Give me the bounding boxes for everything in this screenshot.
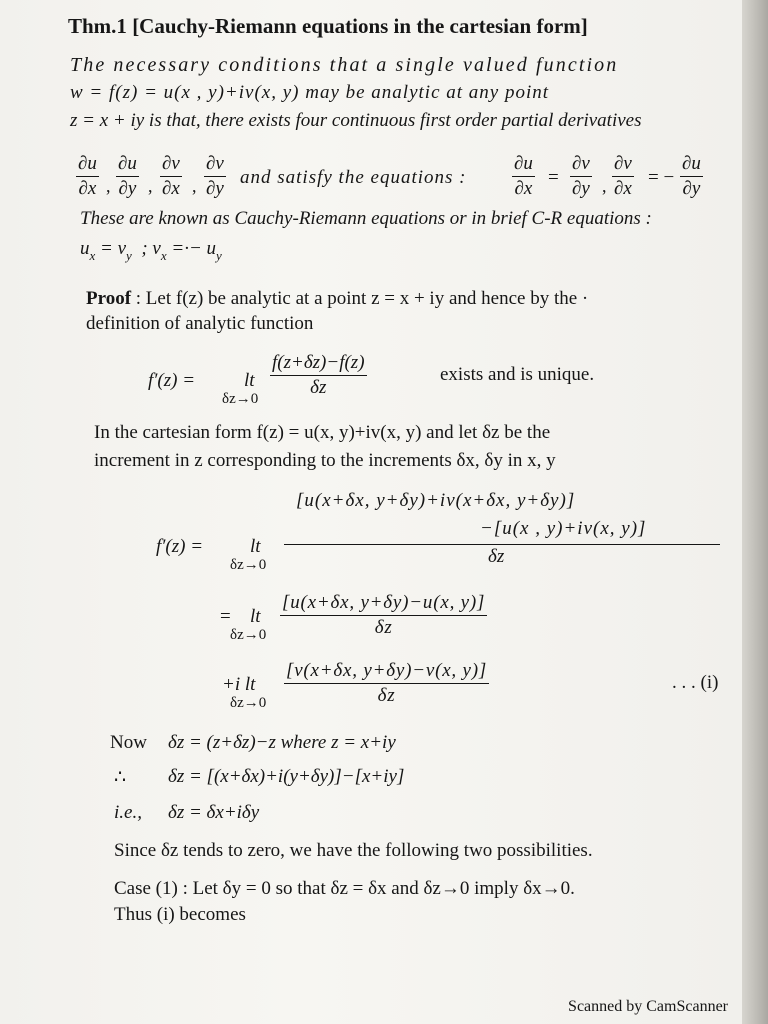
eq-sign-u: = — [220, 606, 231, 627]
proof-line-1: Proof : Let f(z) be analytic at a point z = x + iy and hence by the · — [86, 288, 589, 309]
known-as-text: These are known as Cauchy-Riemann equations or in brief C-R equations : — [80, 208, 652, 229]
theorem-line-1: The necessary conditions that a single valued function — [70, 54, 619, 76]
derivative-lhs-2: f′(z) = — [156, 536, 204, 557]
theorem-line-3: z = x + iy is that, there exists four continuous first order partial derivatives — [70, 110, 642, 131]
now-label: Now — [110, 732, 147, 753]
big-numerator-1: [u(x+δx, y+δy)+iv(x+δx, y+δy)] — [296, 490, 576, 511]
eq1-rhs: ∂v ∂y — [572, 153, 590, 199]
page-edge-shadow — [742, 0, 768, 1024]
scanner-watermark: Scanned by CamScanner — [568, 998, 728, 1015]
theorem-title: [Cauchy-Riemann equations in the cartesian form] — [132, 14, 588, 38]
derivative-tail: exists and is unique. — [440, 364, 595, 385]
partial-dv-dy: ∂v ∂y — [206, 153, 224, 199]
ie-label: i.e., — [114, 802, 142, 823]
limit-sub-1: δz→0 — [222, 391, 259, 407]
limit-sub-2: δz→0 — [230, 557, 267, 573]
partial-du-dx: ∂u ∂x — [78, 153, 97, 199]
cartesian-line-2: increment in z corresponding to the increments δx, δy in x, y — [94, 450, 556, 471]
derivative-lhs: f′(z) = — [148, 370, 196, 391]
eq1-lhs: ∂u ∂x — [514, 153, 533, 199]
derivative-fraction: f(z+δz)−f(z) δz — [272, 352, 365, 398]
partial-du-dy: ∂u ∂y — [118, 153, 137, 199]
satisfy-text: and satisfy the equations : — [240, 167, 467, 188]
partial-dv-dx: ∂v ∂x — [162, 153, 180, 199]
limit-sub-3: δz→0 — [230, 627, 267, 643]
lt-1: lt — [244, 370, 255, 391]
v-prefix: +i lt — [222, 674, 256, 695]
cartesian-line-1: In the cartesian form f(z) = u(x, y)+iv(x, y) and let δz be the — [94, 422, 551, 443]
theorem-heading — [68, 14, 588, 39]
thus-line: Thus (i) becomes — [114, 904, 246, 925]
u-fraction: [u(x+δx, y+δy)−u(x, y)] δz — [282, 592, 486, 638]
proof-line-2: definition of analytic function — [86, 313, 314, 334]
theorem-line-2: w = f(z) = u(x , y)+iv(x, y) may be analytic at any point — [70, 82, 550, 103]
since-line: Since δz tends to zero, we have the following two possibilities. — [114, 840, 593, 861]
lt-2: lt — [250, 536, 261, 557]
therefore-equation: δz = [(x+δx)+i(y+δy)]−[x+iy] — [168, 766, 405, 787]
eq2-rhs: ∂u ∂y — [682, 153, 701, 199]
scanned-page: Thm.1 [Cauchy-Riemann equations in the cartesian form] The necessary conditions that a single valued function w = f(z) = u(x , y)+iv(x, y) may be analytic at any point z = x + iy is that, there exists four continuous first order partial derivatives ∂u ∂x , ∂u ∂y , ∂v ∂x , ∂v ∂y and satisfy the equations : ∂u ∂x = ∂v ∂y , ∂v ∂x = − ∂u ∂y These are known as Cauchy-Riemann equations or in brief C-R equations : $u_x = v_y$ ; $v_x$ =·− $u_y$ Proof : Let f(z) be analytic at a point z = x + iy and hence by the · definition of analytic function f′(z) = lt δz→0 f(z+δz)−f(z) δz exists and is unique. In the cartesian form f(z) = u(x, y)+iv(x, y) and let δz be the increment in z corresponding to the increments δx, δy in x, y [u(x+δx, y+δy)+iv(x+δx, y+δy)] −[u(x , y)+iv(x, y)] δz f′(z) = lt δz→0 = lt δz→0 [u(x+δx, y+δy)−u(x, y)] δz +i lt δz→0 [v(x+δx, y+δy)−v(x, y)] δz . . . (i) Now δz = (z+δz)−z where z = x+iy ∴ δz = [(x+δx)+i(y+δy)]−[x+iy] i.e., δz = δx+iδy Since δz tends to zero, we have the following two possibilities. Case (1) : Let δy = 0 so that δz = δx and δz→0 imply δx→0. Thus (i) becomes — [0, 0, 742, 1024]
therefore-label: ∴ — [114, 767, 127, 788]
big-fraction-bar — [284, 544, 720, 545]
now-equation: δz = (z+δz)−z where z = x+iy — [168, 732, 396, 753]
case-1-line: Case (1) : Let δy = 0 so that δz = δx and δz→0 imply δx→0. — [114, 878, 575, 899]
theorem-label: Thm.1 — [68, 14, 127, 38]
limit-sub-4: δz→0 — [230, 695, 267, 711]
big-numerator-2: −[u(x , y)+iv(x, y)] — [480, 518, 647, 539]
ie-equation: δz = δx+iδy — [168, 802, 260, 823]
cr-short-form: $u_x = v_y$ ; $v_x$ =·− $u_y$ — [80, 238, 222, 263]
equation-tag: . . . (i) — [672, 672, 719, 693]
eq2-lhs: ∂v ∂x — [614, 153, 632, 199]
proof-label: Proof — [86, 288, 132, 309]
lt-3: lt — [250, 606, 261, 627]
v-fraction: [v(x+δx, y+δy)−v(x, y)] δz — [286, 660, 488, 706]
big-denominator: δz — [488, 546, 505, 567]
